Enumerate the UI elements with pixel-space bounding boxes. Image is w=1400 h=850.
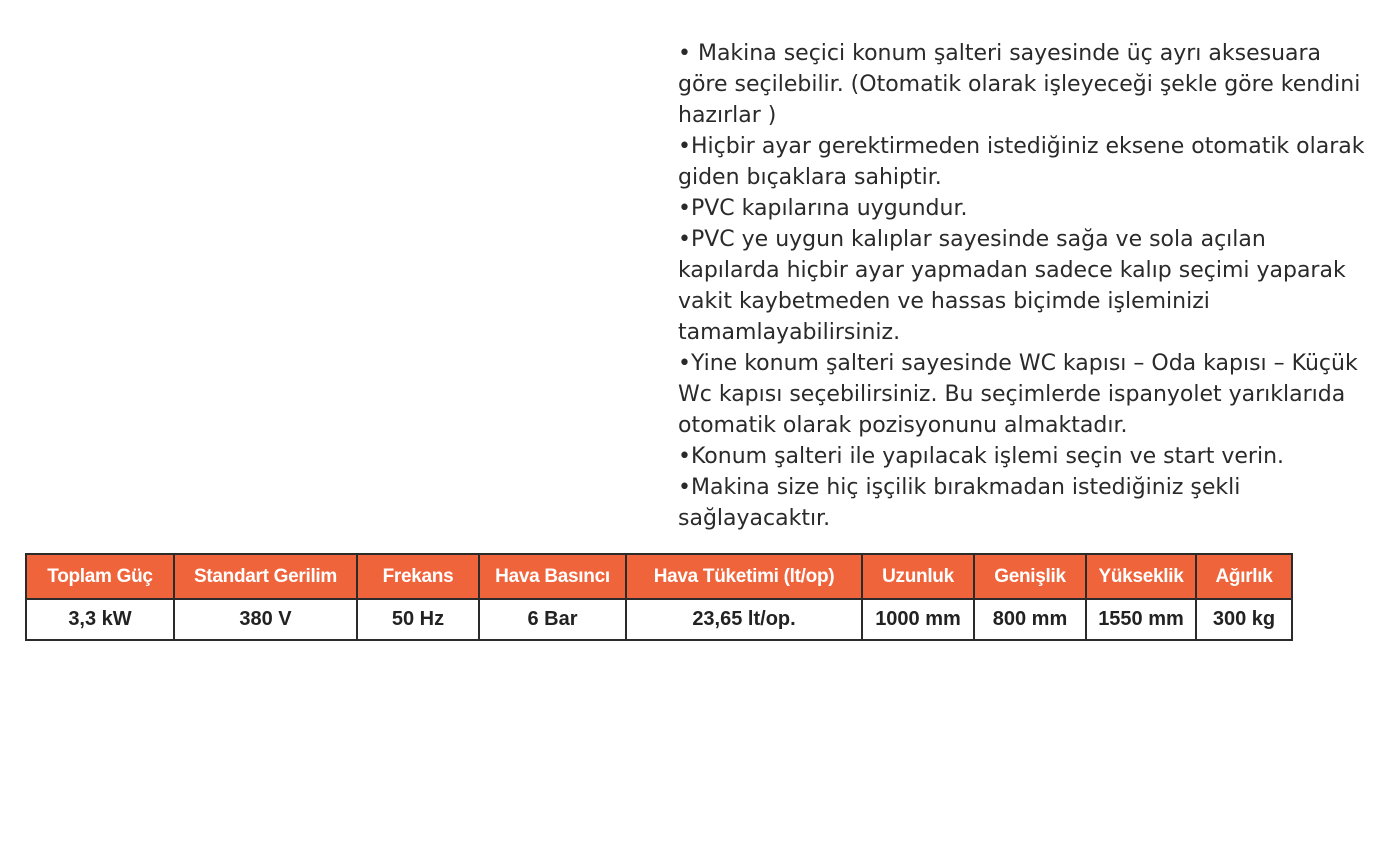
header-length: Uzunluk (862, 554, 974, 599)
feature-item: • Makina seçici konum şalteri sayesinde üç ayrı aksesuara göre seçilebilir. (Otomatik olarak işleyeceği şekle göre kendini hazırlar ) (678, 41, 1361, 128)
value-air-pressure: 6 Bar (479, 599, 626, 640)
header-height: Yükseklik (1086, 554, 1196, 599)
header-total-power: Toplam Güç (26, 554, 174, 599)
value-voltage: 380 V (174, 599, 357, 640)
value-width: 800 mm (974, 599, 1086, 640)
header-air-pressure: Hava Basıncı (479, 554, 626, 599)
spec-header-row (26, 554, 1292, 599)
feature-item: •Konum şalteri ile yapılacak işlemi seçin ve start verin. (678, 444, 1285, 469)
feature-item: •Hiçbir ayar gerektirmeden istediğiniz eksene otomatik olarak giden bıçaklara sahiptir. (678, 134, 1365, 190)
header-voltage: Standart Gerilim (174, 554, 357, 599)
header-weight: Ağırlık (1196, 554, 1292, 599)
feature-item: •Yine konum şalteri sayesinde WC kapısı – Oda kapısı – Küçük Wc kapısı seçebilirsiniz. Bu seçimlerde ispanyolet yarıklarıda otomatik olarak pozisyonunu almaktadır. (678, 351, 1358, 438)
feature-item: •PVC ye uygun kalıplar sayesinde sağa ve sola açılan kapılarda hiçbir ayar yapmadan sadece kalıp seçimi yaparak vakit kaybetmeden ve hassas biçimde işleminizi tamamlayabilirsiniz. (678, 227, 1346, 345)
header-air-consumption: Hava Tüketimi (lt/op) (626, 554, 862, 599)
value-height: 1550 mm (1086, 599, 1196, 640)
value-length: 1000 mm (862, 599, 974, 640)
header-width: Genişlik (974, 554, 1086, 599)
header-frequency: Frekans (357, 554, 479, 599)
value-frequency: 50 Hz (357, 599, 479, 640)
feature-item: •PVC kapılarına uygundur. (678, 196, 968, 221)
value-weight: 300 kg (1196, 599, 1292, 640)
spec-table (25, 553, 1293, 641)
value-air-consumption: 23,65 lt/op. (626, 599, 862, 640)
feature-list (678, 38, 1368, 534)
value-total-power: 3,3 kW (26, 599, 174, 640)
spec-value-row (26, 599, 1292, 640)
feature-item: •Makina size hiç işçilik bırakmadan istediğiniz şekli sağlayacaktır. (678, 475, 1241, 531)
